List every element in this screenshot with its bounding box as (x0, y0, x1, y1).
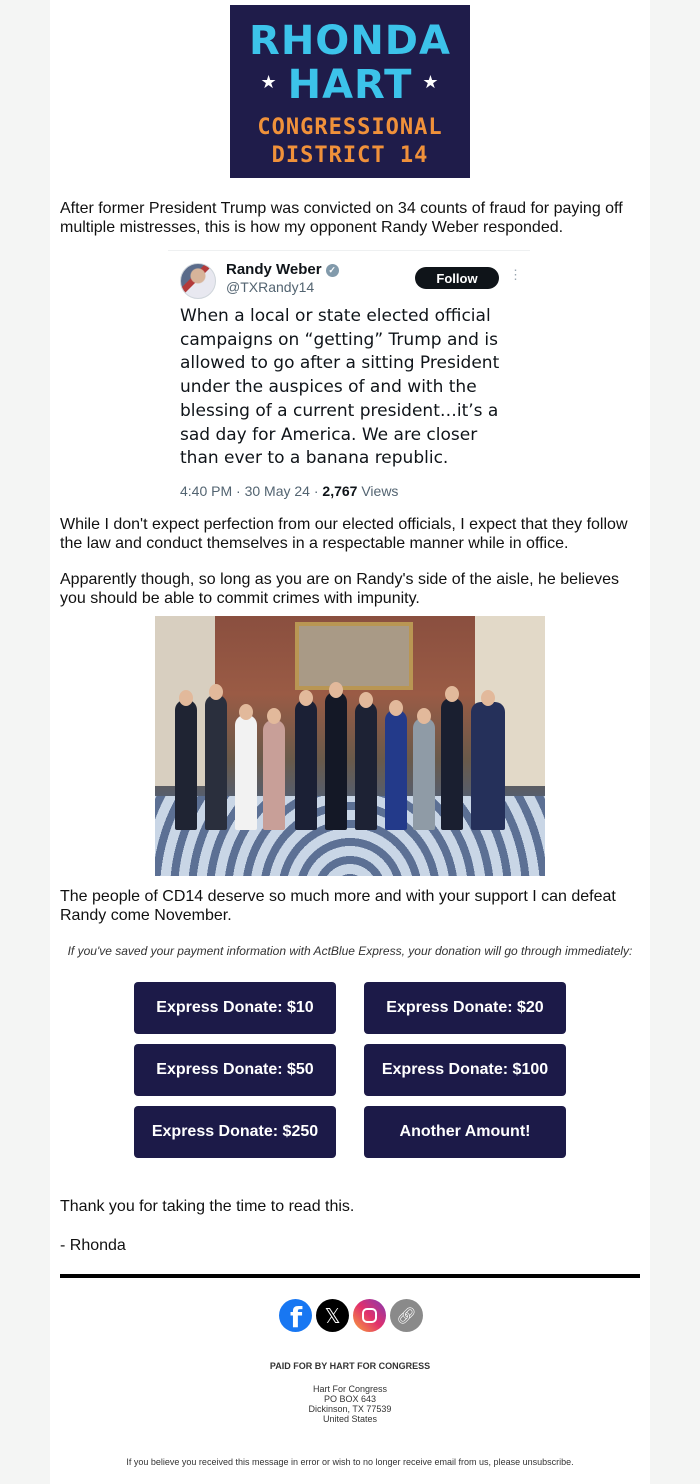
signature: - Rhonda (60, 1237, 126, 1254)
photo-head (389, 700, 403, 716)
paragraph-support: The people of CD14 deserve so much more and with your support I can defeat Randy come November. (60, 888, 616, 924)
logo-district: DISTRICT 14 (271, 143, 429, 168)
photo-head (481, 690, 495, 706)
photo-person (413, 718, 435, 830)
photo-head (417, 708, 431, 724)
photo-person (471, 702, 505, 830)
logo-first-name: RHONDA (249, 18, 451, 64)
logo-last-name: HART (287, 62, 413, 108)
tweet-views-count: 2,767 (322, 483, 358, 499)
photo-head (239, 704, 253, 720)
photo-person (235, 715, 257, 830)
tweet-handle[interactable]: @TXRandy14 (226, 279, 315, 295)
photo-head (209, 684, 223, 700)
another-amount-button[interactable]: Another Amount! (364, 1106, 566, 1158)
photo-person (385, 710, 407, 830)
logo-last-name-row (230, 63, 470, 109)
express-donate-20-button[interactable]: Express Donate: $20 (364, 982, 566, 1034)
paragraph-impunity: Apparently though, so long as you are on Randy's side of the aisle, he believes you should be able to commit crimes with impunity. (60, 571, 619, 607)
photo-person (263, 720, 285, 830)
facebook-icon[interactable]: f (279, 1299, 312, 1332)
more-options-icon[interactable]: ⋮ (509, 267, 522, 282)
avatar[interactable] (180, 263, 216, 299)
photo-person (325, 692, 347, 830)
address-line: PO BOX 643 (323, 1394, 377, 1404)
embedded-tweet[interactable] (168, 250, 530, 509)
tweet-text: When a local or state elected official campaigns on “getting” Trump and is allowed to go after a sitting President under the auspices of and with the blessing of a current president…it’s a sad day for America. We are closer than ever to a banana republic. (180, 306, 500, 469)
address-line: United States (322, 1414, 378, 1424)
instagram-icon[interactable] (353, 1299, 386, 1332)
campaign-logo (230, 5, 470, 178)
express-donate-250-button[interactable]: Express Donate: $250 (134, 1106, 336, 1158)
actblue-express-note: If you've saved your payment information with ActBlue Express, your donation will go through immediately: (67, 944, 633, 958)
star-icon: ★ (260, 72, 278, 93)
photo-head (267, 708, 281, 724)
address-line: Dickinson, TX 77539 (308, 1404, 392, 1414)
email-body (50, 0, 650, 1484)
closing-text: Thank you for taking the time to read this. (60, 1198, 355, 1215)
photo-head (445, 686, 459, 702)
photo-head (359, 692, 373, 708)
tweet-author-name[interactable]: Randy Weber (226, 261, 322, 278)
tweet-views-label: Views (357, 483, 399, 499)
link-icon[interactable]: 🔗︎ (390, 1299, 423, 1332)
footer-divider (60, 1274, 640, 1278)
express-donate-10-button[interactable]: Express Donate: $10 (134, 982, 336, 1034)
address-line: Hart For Congress (312, 1384, 388, 1394)
group-photo (155, 616, 545, 876)
star-icon: ★ (422, 72, 440, 93)
tweet-time[interactable]: 4:40 PM · 30 May 24 · (180, 483, 323, 499)
photo-head (179, 690, 193, 706)
tweet-meta (180, 483, 398, 499)
intro-paragraph: After former President Trump was convicted on 34 counts of fraud for paying off multiple mistresses, this is how my opponent Randy Weber responded. (60, 200, 623, 236)
photo-person (295, 700, 317, 830)
x-icon[interactable]: 𝕏 (316, 1299, 349, 1332)
photo-person (205, 695, 227, 830)
photo-person (355, 702, 377, 830)
verified-badge-icon: ✓ (326, 264, 339, 277)
paragraph-expectations: While I don't expect perfection from our elected officials, I expect that they follow the law and conduct themselves in a respectable manner while in office. (60, 516, 628, 552)
photo-person (175, 700, 197, 830)
express-donate-50-button[interactable]: Express Donate: $50 (134, 1044, 336, 1096)
photo-mirror (295, 622, 413, 690)
follow-button[interactable]: Follow (415, 267, 499, 289)
photo-head (299, 690, 313, 706)
photo-head (329, 682, 343, 698)
express-donate-100-button[interactable]: Express Donate: $100 (364, 1044, 566, 1096)
paid-for-disclaimer: PAID FOR BY HART FOR CONGRESS (269, 1361, 431, 1371)
photo-person (441, 698, 463, 830)
tweet-author-row[interactable] (226, 261, 339, 278)
unsubscribe-notice[interactable]: If you believe you received this message in error or wish to no longer receive email from us, please unsubscribe. (126, 1457, 574, 1467)
logo-office: CONGRESSIONAL (257, 115, 443, 140)
